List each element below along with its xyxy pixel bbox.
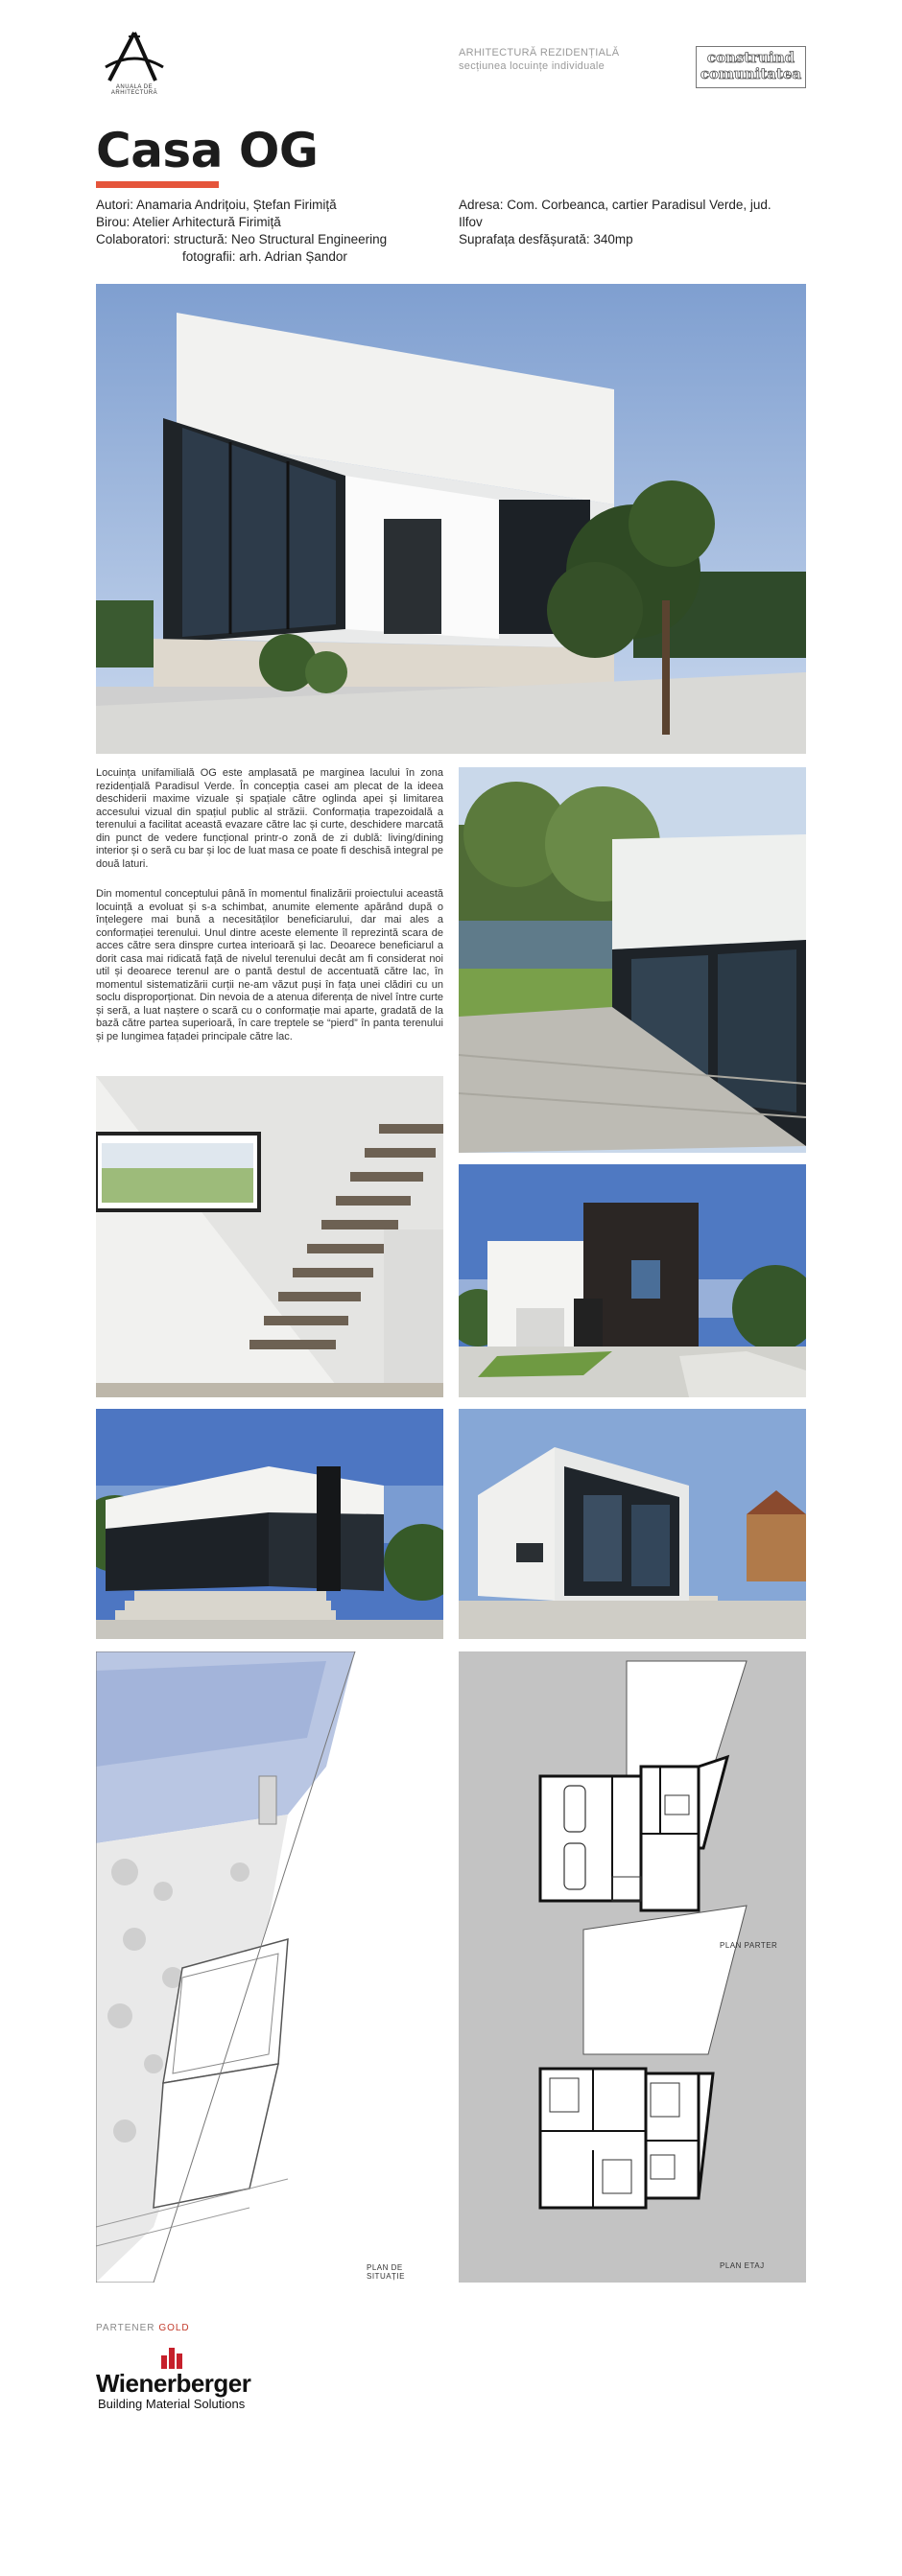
wienerberger-mark-icon <box>154 2344 192 2369</box>
credit-photos: fotografii: arh. Adrian Șandor <box>182 249 347 264</box>
sponsor-label-prefix: PARTENER <box>96 2323 159 2333</box>
partner-logo-line2: comunitatea <box>700 65 802 82</box>
sponsor-label <box>96 2323 190 2333</box>
credits-right <box>459 197 785 248</box>
upper-floor-plan-label: PLAN ETAJ <box>720 2261 765 2270</box>
section-label <box>459 46 619 73</box>
credit-address: Adresa: Com. Corbeanca, cartier Paradisul Verde, jud. Ilfov <box>459 198 771 229</box>
credit-authors: Autori: Anamaria Andrițoiu, Ștefan Firimiță <box>96 198 337 212</box>
site-plan <box>96 1651 443 2283</box>
partner-logo-line1: construind <box>706 49 795 66</box>
title-accent-bar <box>96 181 219 188</box>
photo-interior-stairs <box>96 1076 443 1397</box>
annual-logo-icon <box>96 29 173 84</box>
project-title: Casa OG <box>96 123 319 178</box>
wienerberger-logo <box>96 2344 278 2411</box>
annual-logo-caption: ANUALA DE ARHITECTURĂ <box>110 84 158 96</box>
sponsor-level: GOLD <box>158 2323 190 2333</box>
photo-glass-corner <box>96 1409 443 1639</box>
section-category: ARHITECTURĂ REZIDENȚIALĂ <box>459 47 620 59</box>
floor-plans <box>459 1651 806 2283</box>
ground-floor-plan-label: PLAN PARTER <box>720 1941 778 1950</box>
photo-lake-side <box>459 767 806 1153</box>
sponsor-tagline: Building Material Solutions <box>98 2397 246 2411</box>
sponsor-brand: Wienerberger <box>96 2369 251 2398</box>
description-paragraph-2: Din momentul conceptului până în momentul finalizării proiectului această locuință a evoluat și s-a schimbat, anumite elemente apărând după o înțelegere mai bună a necesităților beneficiarului, dar mai ales a conformației terenului. Unul dintre aceste elemente îl reprezintă scara de acces către sera dinspre curtea interioară și lac. Deoarece beneficiarul a dorit casa mai ridicată față de nivelul terenului decât am fi considerat noi util și deoarece terenul are o pantă destul de accentuată către lac, în momentul sistematizării curții ne-am văzut puși în fața unei clădiri cu un soclu disproporționat. Din nevoia de a atenua diferența de nivel între curte și seră, a luat naștere o scară cu o conformație mai aparte, gradată de la bază către partea superioară, în care treptele se “pierd” în panta terenului și pe lungimea fațadei principale către lac. <box>96 888 443 1042</box>
section-subcategory: secțiunea locuințe individuale <box>459 60 605 72</box>
annual-logo <box>96 29 173 96</box>
credit-collaborators: Colaboratori: structură: Neo Structural Engineering <box>96 232 388 246</box>
credits-left <box>96 197 387 266</box>
description-paragraph-1: Locuința unifamilială OG este amplasată pe marginea lacului în zona rezidențială Paradisul Verde. În concepția casei am plecat de la ideea deschiderii maxime vizuale și spațiale către oglinda apei și limitarea accesului vizual din spațiul public al străzii. Conformația trapezoidală a terenului a facilitat această evazare către lac și curte, deschidere marcată din punct de vedere funcțional printr-o zonă de zi dublă: living/dining interior și o seră cu bar și loc de luat masa ce poate fi deschisă integral pe două laturi. <box>96 767 443 870</box>
photo-street-facade <box>459 1164 806 1397</box>
hero-photo <box>96 284 806 754</box>
partner-logo-construind <box>696 46 806 88</box>
credit-office: Birou: Atelier Arhitectură Firimiță <box>96 215 281 229</box>
credit-area: Suprafața desfășurată: 340mp <box>459 232 633 246</box>
photo-side-facade <box>459 1409 806 1639</box>
site-plan-label: PLAN DE SITUAȚIE <box>367 2263 406 2281</box>
